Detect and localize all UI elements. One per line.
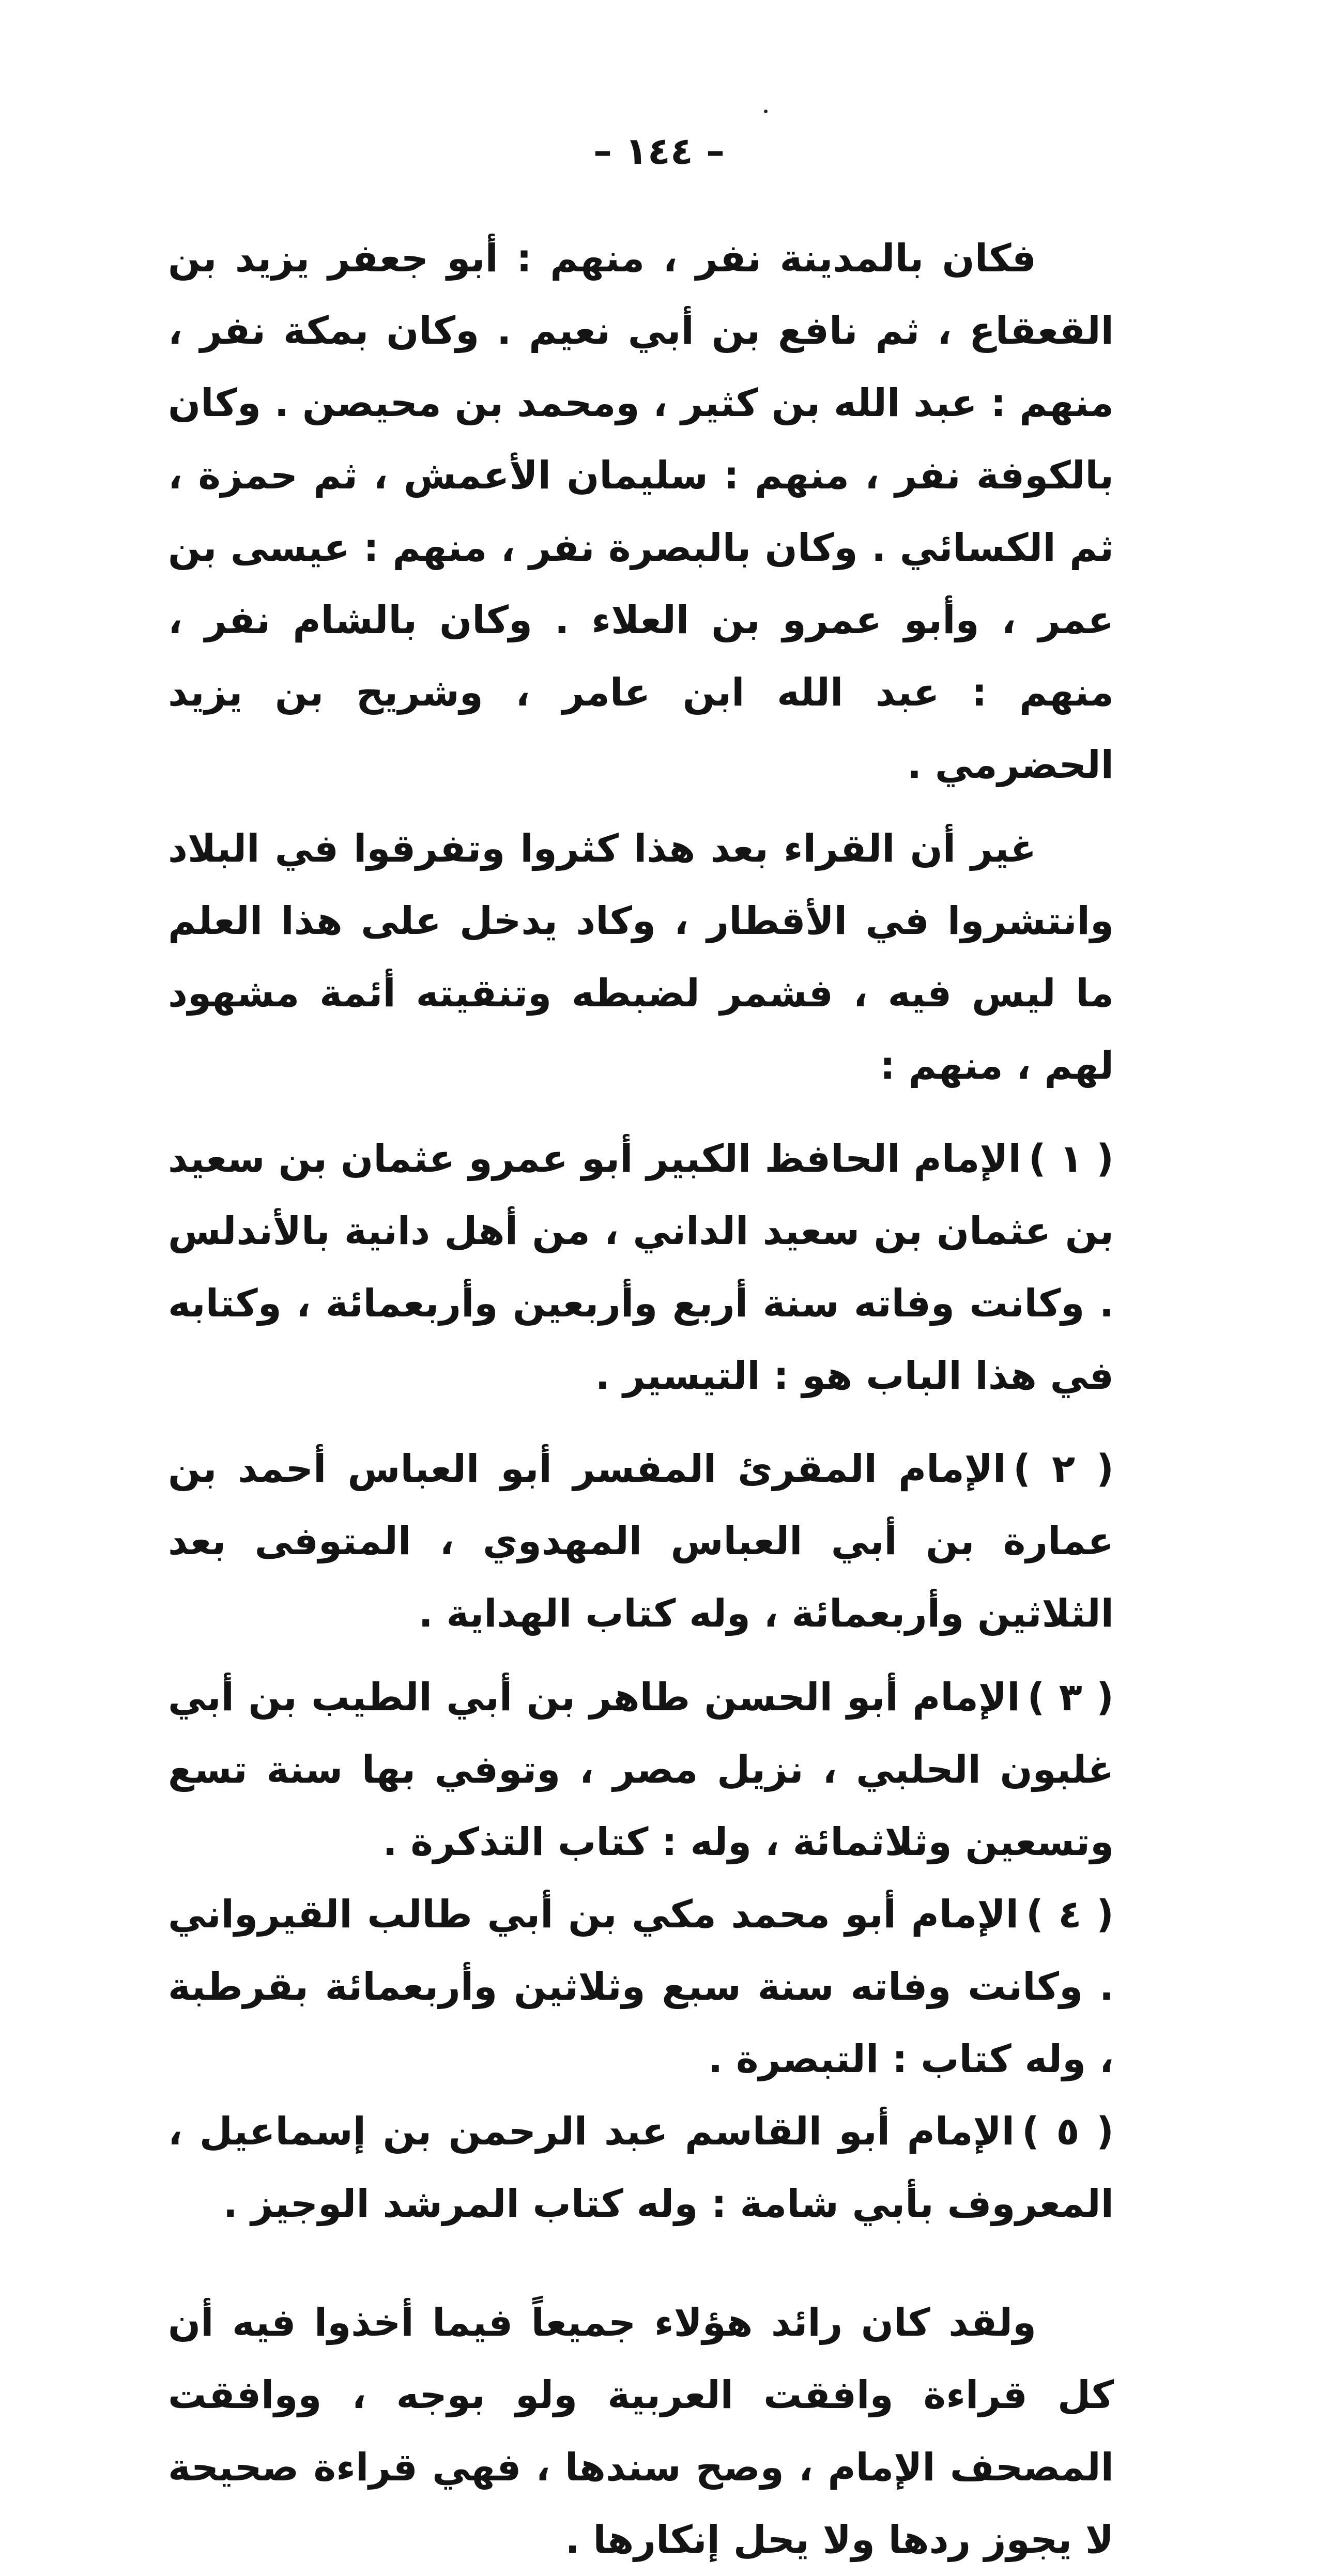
list-item: [168, 1661, 1114, 1878]
list-item-text: الإمام أبو محمد مكي بن أبي طالب القيرواني . وكانت وفاته سنة سبع وثلاثين وأربعمائة بقرطبة ، وله كتاب : التبصرة .: [168, 1892, 1114, 2081]
list-item: [168, 1878, 1114, 2095]
list-item: [168, 1123, 1114, 1412]
list-item: [168, 1433, 1114, 1650]
list-item-number: ( ٤ ): [1025, 1892, 1114, 1937]
list-item: [168, 2095, 1114, 2240]
list-item-text: الإمام الحافظ الكبير أبو عمرو عثمان بن سعيد بن عثمان بن سعيد الداني ، من أهل دانية بالأندلس . وكانت وفاته سنة أربع وأربعين وأربعمائة ، وكتابه في هذا الباب هو : التيسير .: [168, 1137, 1114, 1398]
paragraph-readers-by-city: فكان بالمدينة نفر ، منهم : أبو جعفر يزيد بن القعقاع ، ثم نافع بن أبي نعيم . وكان بمكة نفر ، منهم : عبد الله بن كثير ، ومحمد بن محيصن . وكان بالكوفة نفر ، منهم : سليمان الأعمش ، ثم حمزة ، ثم الكسائي . وكان بالبصرة نفر ، منهم : عيسى بن عمر ، وأبو عمرو بن العلاء . وكان بالشام نفر ، منهم : عبد الله ابن عامر ، وشريح بن يزيد الحضرمي .: [168, 236, 1114, 787]
stray-mark: [764, 110, 768, 113]
paragraph-closing: ولقد كان رائد هؤلاء جميعاً فيما أخذوا فيه أن كل قراءة وافقت العربية ولو بوجه ، ووافقت المصحف الإمام ، وصح سندها ، فهي قراءة صحيحة لا يجوز ردها ولا يحل إنكارها .: [168, 2301, 1114, 2562]
list-item-number: ( ٥ ): [1022, 2109, 1114, 2154]
list-item-number: ( ١ ): [1028, 1137, 1114, 1181]
page-number: – ١٤٤ –: [593, 129, 725, 173]
list-item-text: الإمام أبو الحسن طاهر بن أبي الطيب بن أبي غلبون الحلبي ، نزيل مصر ، وتوفي بها سنة تسع وتسعين وثلاثمائة ، وله : كتاب التذكرة .: [168, 1675, 1114, 1864]
list-item-text: الإمام المقرئ المفسر أبو العباس أحمد بن عمارة بن أبي العباس المهدوي ، المتوفى بعد الثلاثين وأربعمائة ، وله كتاب الهداية .: [168, 1447, 1114, 1636]
list-item-number: ( ٢ ): [1013, 1447, 1114, 1491]
list-item-text: الإمام أبو القاسم عبد الرحمن بن إسماعيل ، المعروف بأبي شامة : وله كتاب المرشد الوجيز .: [168, 2109, 1114, 2226]
page-body: [168, 222, 1114, 2576]
paragraph-readers-spread: غير أن القراء بعد هذا كثروا وتفرقوا في البلاد وانتشروا في الأقطار ، وكاد يدخل على هذا العلم ما ليس فيه ، فشمر لضبطه وتنقيته أئمة مشهود لهم ، منهم :: [168, 826, 1114, 1088]
list-item-number: ( ٣ ): [1027, 1675, 1114, 1720]
